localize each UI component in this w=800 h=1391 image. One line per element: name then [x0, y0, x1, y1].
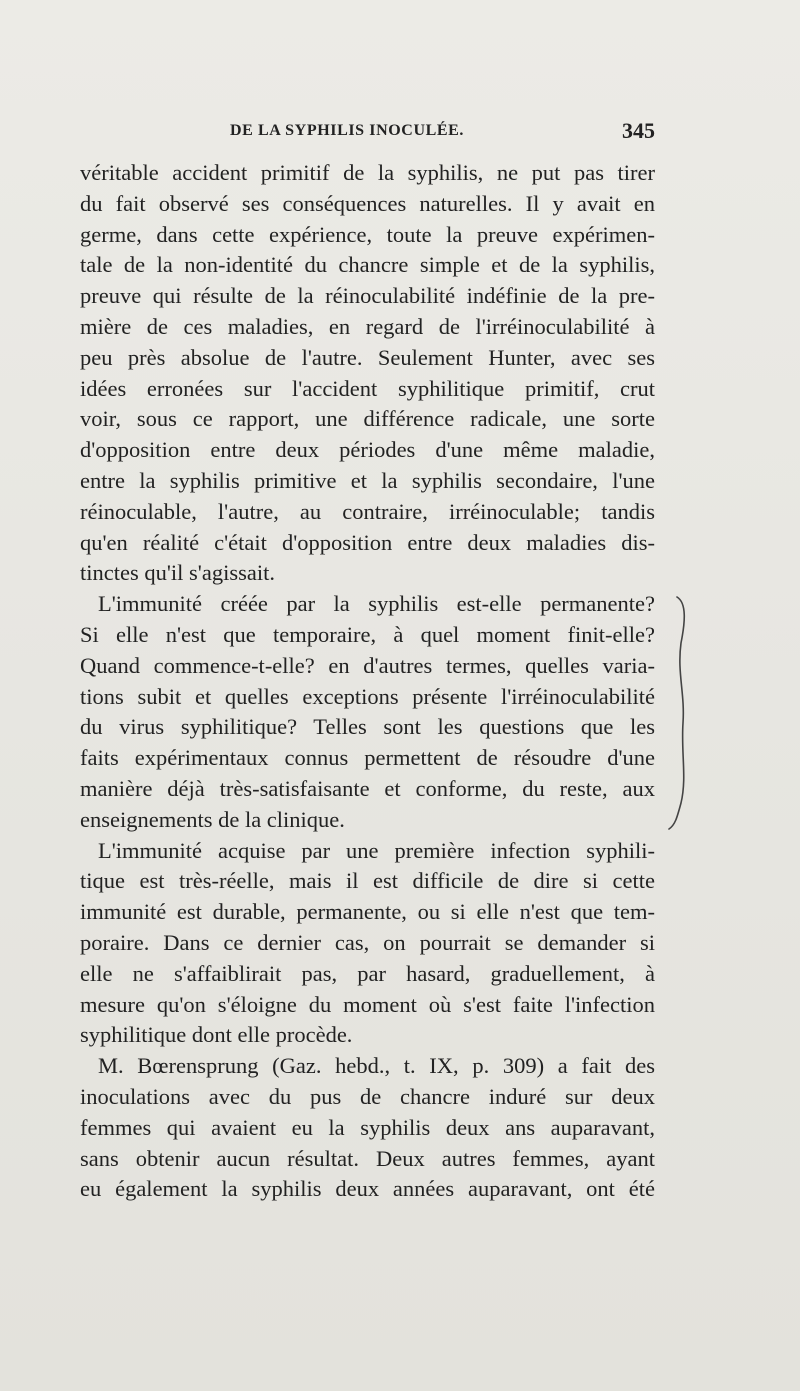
text-line: tique est très-réelle, mais il est difficile de dire si cette: [80, 868, 655, 894]
text-line: mière de ces maladies, en regard de l'irréinoculabilité à: [80, 313, 655, 339]
margin-bracket-mark: [663, 593, 693, 833]
text-line: d'opposition entre deux périodes d'une même maladie,: [80, 437, 655, 463]
text-line: elle ne s'affaiblirait pas, par hasard, graduellement, à: [80, 960, 655, 986]
text-line: M. Bœrensprung (Gaz. hebd., t. IX, p. 309) a fait des: [98, 1053, 655, 1079]
text-line: inoculations avec du pus de chancre induré sur deux: [80, 1083, 655, 1109]
text-line: entre la syphilis primitive et la syphilis secondaire, l'une: [80, 467, 655, 493]
text-line: faits expérimentaux connus permettent de résoudre d'une: [80, 745, 655, 771]
text-line: peu près absolue de l'autre. Seulement Hunter, avec ses: [80, 344, 655, 370]
text-line: eu également la syphilis deux années auparavant, ont été: [80, 1176, 655, 1202]
text-line: preuve qui résulte de la réinoculabilité indéfinie de la pre-: [80, 283, 655, 309]
running-head: [80, 118, 655, 148]
text-line: du virus syphilitique? Telles sont les questions que les: [80, 714, 655, 740]
text-line: tions subit et quelles exceptions présente l'irréinoculabilité: [80, 683, 655, 709]
text-line: Si elle n'est que temporaire, à quel moment finit-elle?: [80, 621, 655, 647]
text-line: du fait observé ses conséquences naturelles. Il y avait en: [80, 190, 655, 216]
page-number: 345: [622, 118, 655, 143]
text-line: qu'en réalité c'était d'opposition entre deux maladies dis-: [80, 529, 655, 555]
text-line: immunité est durable, permanente, ou si elle n'est que tem-: [80, 899, 655, 925]
body-text: [80, 158, 655, 1205]
text-line: germe, dans cette expérience, toute la preuve expérimen-: [80, 221, 655, 247]
text-line: syphilitique dont elle procède.: [80, 1022, 353, 1048]
text-line: enseignements de la clinique.: [80, 806, 345, 832]
text-line: manière déjà très-satisfaisante et conforme, du reste, aux: [80, 775, 655, 801]
running-title: DE LA SYPHILIS INOCULÉE.: [230, 122, 465, 139]
text-line: véritable accident primitif de la syphilis, ne put pas tirer: [80, 160, 655, 185]
text-line: L'immunité créée par la syphilis est-elle permanente?: [98, 591, 655, 617]
text-line: idées erronées sur l'accident syphilitique primitif, crut: [80, 375, 655, 401]
text-line: poraire. Dans ce dernier cas, on pourrait se demander si: [80, 929, 655, 955]
text-line: Quand commence-t-elle? en d'autres termes, quelles varia-: [80, 652, 655, 678]
text-line: tale de la non-identité du chancre simple et de la syphilis,: [80, 252, 655, 278]
text-line: sans obtenir aucun résultat. Deux autres femmes, ayant: [80, 1145, 655, 1171]
text-line: réinoculable, l'autre, au contraire, irréinoculable; tandis: [80, 498, 655, 524]
text-line: voir, sous ce rapport, une différence radicale, une sorte: [80, 406, 655, 432]
text-line: L'immunité acquise par une première infection syphili-: [98, 837, 655, 863]
text-line: femmes qui avaient eu la syphilis deux ans auparavant,: [80, 1114, 655, 1140]
text-line: mesure qu'on s'éloigne du moment où s'est faite l'infection: [80, 991, 655, 1017]
text-line: tinctes qu'il s'agissait.: [80, 560, 275, 586]
